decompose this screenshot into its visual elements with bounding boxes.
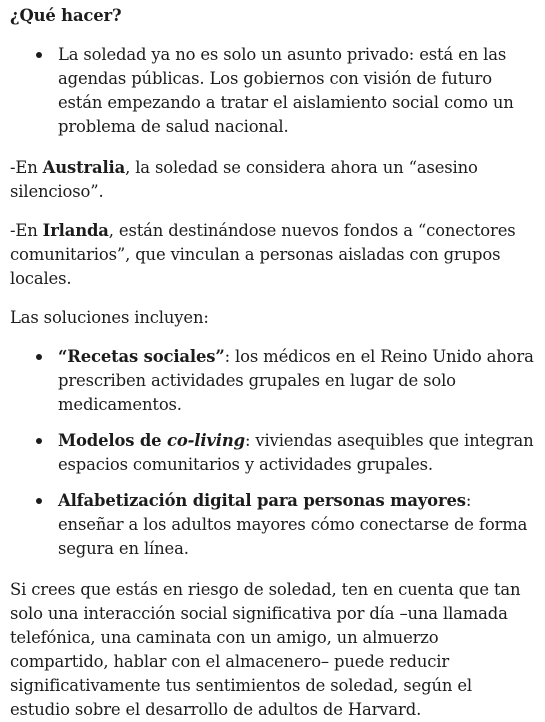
solution-title-italic: co-living — [167, 431, 245, 450]
closing-paragraph: Si crees que estás en riesgo de soledad, ten en cuenta que tan solo una interacción social significativa por día –una llamada telefónica, una caminata con un amigo, un almuerzo compartido, hablar con el almacenero– puede reducir significativamente tus sentimientos de soledad, según el estudio sobre el desarrollo de adultos de Harvard. — [10, 580, 521, 719]
bullet-icon — [36, 498, 42, 504]
solution-title: “Recetas sociales” — [58, 347, 225, 366]
solution-text: : los médicos en el Reino Unido ahora prescriben actividades grupales en lugar de solo medicamentos. — [58, 347, 534, 414]
list-item — [58, 489, 535, 561]
solution-text: : enseñar a los adultos mayores cómo conectarse de forma segura en línea. — [58, 491, 528, 558]
solutions-list — [10, 345, 535, 561]
bullet-icon — [36, 52, 42, 58]
bullet-icon — [36, 438, 42, 444]
bullet-icon — [36, 354, 42, 360]
list-item — [58, 429, 535, 477]
solution-title: Alfabetización digital para personas mayores — [58, 491, 466, 510]
australia-prefix: -En — [10, 158, 43, 177]
australia-text: , la soledad se considera ahora un “asesino silencioso”. — [10, 158, 478, 201]
australia-paragraph — [10, 156, 535, 204]
list-item — [58, 345, 535, 417]
intro-bullet-text: La soledad ya no es solo un asunto privado: está en las agendas públicas. Los gobiernos con visión de futuro están empezando a tratar el aislamiento social como un problema de salud nacional. — [58, 45, 514, 136]
solution-title — [58, 431, 245, 450]
irlanda-text: , están destinándose nuevos fondos a “conectores comunitarios”, que vinculan a personas aisladas con grupos locales. — [10, 221, 516, 288]
solutions-intro: Las soluciones incluyen: — [10, 308, 209, 327]
solution-title-prefix: Modelos de — [58, 431, 168, 450]
australia-country: Australia — [42, 158, 126, 177]
solution-text: : viviendas asequibles que integran espacios comunitarios y actividades grupales. — [58, 431, 534, 474]
intro-list — [10, 43, 535, 139]
list-item — [58, 43, 535, 139]
irlanda-paragraph — [10, 219, 535, 291]
irlanda-prefix: -En — [10, 221, 43, 240]
section-heading: ¿Qué hacer? — [10, 6, 122, 25]
irlanda-country: Irlanda — [42, 221, 109, 240]
